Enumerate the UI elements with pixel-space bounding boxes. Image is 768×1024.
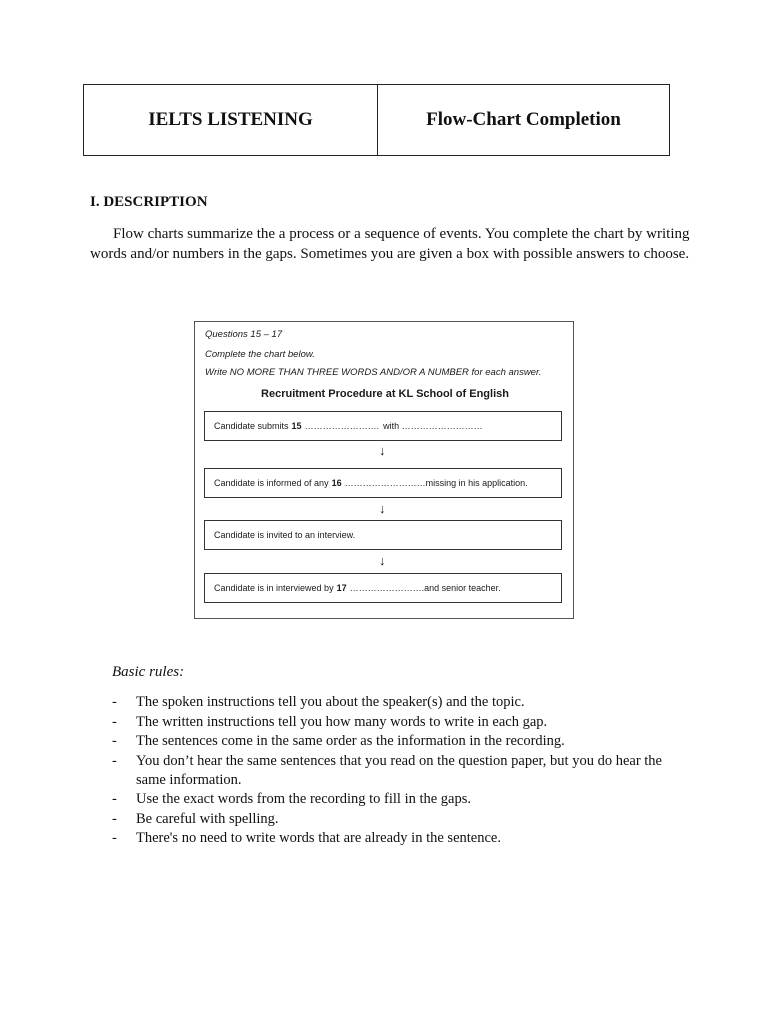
question-number: 15 [291, 421, 302, 431]
question-number: 17 [336, 583, 347, 593]
basic-rules-list [112, 693, 682, 849]
list-item [112, 752, 682, 790]
basic-rules-heading: Basic rules: [112, 664, 185, 680]
step-text: missing in his application. [425, 478, 528, 488]
flow-step-box [204, 573, 562, 603]
step-text: with ……………………… [383, 421, 483, 431]
answer-gap: ……………………. [349, 583, 425, 593]
flow-step-box [204, 411, 562, 441]
list-dash: - [112, 830, 117, 846]
step-text: and senior teacher. [424, 583, 501, 593]
question-number: 16 [331, 478, 342, 488]
header-table [83, 84, 670, 156]
list-dash: - [112, 733, 117, 749]
list-item [112, 713, 682, 732]
list-dash: - [112, 752, 117, 769]
instruction-complete: Complete the chart below. [205, 349, 315, 360]
list-item [112, 810, 682, 829]
flow-chart-title: Recruitment Procedure at KL School of English [261, 388, 509, 400]
rule-text: You don’t hear the same sentences that you read on the question paper, but you do hear the same information. [136, 752, 662, 788]
rule-text: Use the exact words from the recording to fill in the gaps. [136, 791, 472, 807]
down-arrow-icon: ↓ [379, 501, 386, 516]
flow-chart-figure [194, 321, 574, 619]
description-heading: I. DESCRIPTION [90, 194, 208, 210]
list-item [112, 790, 682, 809]
step-text: Candidate is informed of any [214, 478, 329, 488]
list-item [112, 732, 682, 751]
list-dash: - [112, 791, 117, 807]
description-paragraph: Flow charts summarize the a process or a sequence of events. You complete the chart by writing words and/or numbers in the gaps. Sometimes you are given a box with possible answers to choose. [90, 226, 690, 262]
rule-text: Be careful with spelling. [136, 810, 279, 827]
rule-text: The sentences come in the same order as the information in the recording. [136, 733, 565, 749]
rule-text: The spoken instructions tell you about the speaker(s) and the topic. [136, 694, 525, 710]
list-dash: - [112, 713, 117, 730]
down-arrow-icon: ↓ [379, 443, 386, 458]
header-left-title: IELTS LISTENING [84, 85, 378, 155]
questions-label: Questions 15 – 17 [205, 329, 283, 340]
list-item [112, 693, 682, 712]
answer-gap: ……………………. [304, 421, 380, 431]
flow-step-box [204, 468, 562, 498]
step-text: Candidate is invited to an interview. [214, 530, 356, 540]
instruction-word-limit: Write NO MORE THAN THREE WORDS AND/OR A NUMBER for each answer. [205, 367, 542, 378]
header-right-title: Flow-Chart Completion [426, 109, 621, 130]
flow-step-box [204, 520, 562, 550]
list-dash: - [112, 694, 117, 710]
answer-gap: ……………………… [344, 478, 426, 488]
list-item [112, 829, 682, 848]
rule-text: There's no need to write words that are already in the sentence. [136, 830, 501, 846]
step-text: Candidate is in interviewed by [214, 583, 334, 593]
list-dash: - [112, 810, 117, 827]
step-text: Candidate submits [214, 421, 289, 431]
rule-text: The written instructions tell you how many words to write in each gap. [136, 713, 548, 730]
down-arrow-icon: ↓ [379, 553, 386, 568]
